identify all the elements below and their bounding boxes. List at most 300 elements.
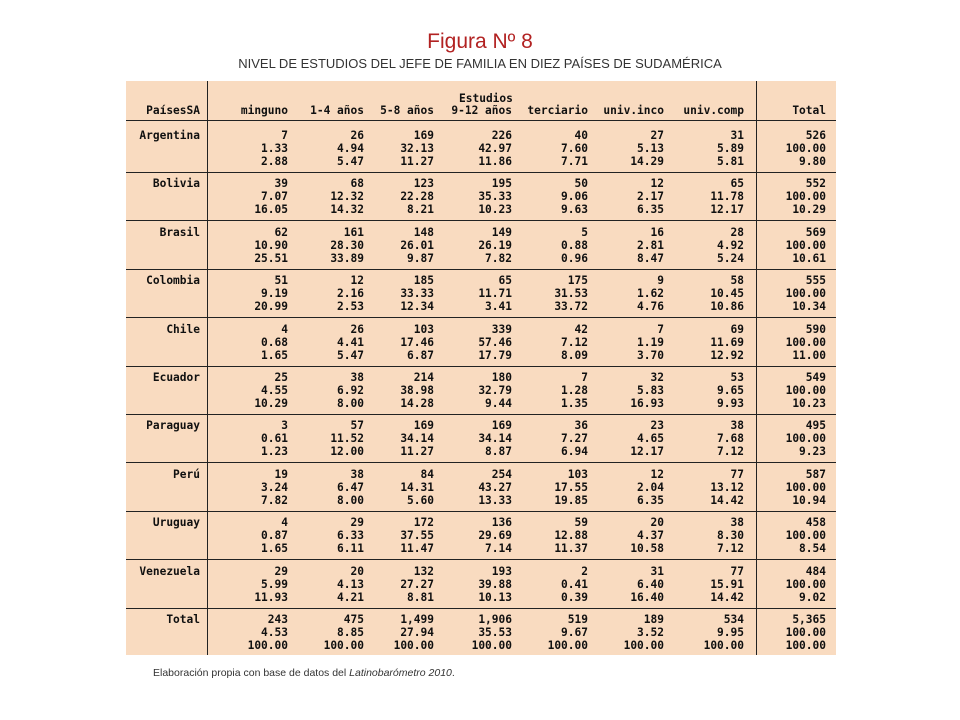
- table-cell: 8.81: [407, 590, 434, 604]
- table-cell: 38: [350, 467, 364, 481]
- table-cell: 26.19: [478, 238, 512, 252]
- table-cell: 1.28: [561, 384, 588, 397]
- table-cell: 100.00: [703, 639, 744, 652]
- table-cell: 11.71: [478, 287, 512, 301]
- table-cell: 9.87: [407, 251, 434, 265]
- table-cell: 5.24: [717, 251, 744, 265]
- table-cell: 23: [650, 419, 664, 433]
- column-header: minguno: [240, 104, 288, 117]
- table-cell: 13.33: [478, 493, 512, 507]
- row-divider: [126, 559, 836, 560]
- row-label: Bolivia: [152, 177, 200, 191]
- table-cell: 180: [491, 371, 512, 384]
- column-header: terciario: [527, 104, 588, 117]
- table-cell: 100.00: [785, 335, 826, 349]
- table-cell: 8.30: [717, 529, 744, 543]
- table-cell: 100.00: [785, 384, 826, 397]
- table-cell: 65: [730, 177, 744, 191]
- table-cell: 50: [574, 177, 588, 191]
- table-cell: 12.88: [554, 529, 588, 543]
- table-cell: 11.27: [400, 155, 434, 168]
- row-divider: [126, 608, 836, 609]
- table-cell: 100.00: [623, 639, 664, 652]
- table-cell: 59: [574, 516, 588, 530]
- row-divider: [126, 414, 836, 415]
- table-cell: 57.46: [478, 335, 512, 349]
- table-cell: 53: [730, 371, 744, 384]
- table-cell: 4.55: [261, 384, 288, 397]
- table-cell: 29.69: [478, 529, 512, 543]
- table-cell: 12.34: [400, 300, 434, 314]
- table-cell: 9.95: [717, 626, 744, 639]
- table-cell: 1.62: [637, 287, 664, 301]
- table-cell: 19: [274, 467, 288, 481]
- table-cell: 2.04: [637, 480, 664, 494]
- table-cell: 7.71: [561, 155, 588, 168]
- table-cell: 9: [657, 274, 664, 288]
- table-cell: 10.90: [254, 238, 288, 252]
- table-cell: 26.01: [400, 238, 434, 252]
- table-cell: 226: [491, 129, 512, 142]
- table-cell: 185: [413, 274, 434, 288]
- table-cell: 10.29: [792, 203, 826, 217]
- table-cell: 20: [650, 516, 664, 530]
- table-cell: 2.53: [337, 300, 364, 314]
- table-cell: 2: [581, 564, 588, 578]
- table-cell: 123: [413, 177, 434, 191]
- table-cell: 3.52: [637, 626, 664, 639]
- table-cell: 100.00: [393, 639, 434, 652]
- table-cell: 29: [350, 516, 364, 530]
- table-cell: 4.41: [337, 335, 364, 349]
- table-cell: 8.00: [337, 397, 364, 410]
- table-cell: 1.33: [261, 142, 288, 155]
- table-cell: 10.29: [254, 397, 288, 410]
- row-label: Brasil: [159, 225, 200, 239]
- table-cell: 20: [350, 564, 364, 578]
- table-cell: 10.86: [710, 300, 744, 314]
- table-cell: 7.82: [261, 493, 288, 507]
- header-divider: [126, 120, 836, 121]
- table-cell: 132: [413, 564, 434, 578]
- table-cell: 7.82: [485, 251, 512, 265]
- table-cell: 6.33: [337, 529, 364, 543]
- table-cell: 100.00: [785, 639, 826, 652]
- table-cell: 100.00: [785, 626, 826, 639]
- table-cell: 38.98: [400, 384, 434, 397]
- table-cell: 4: [281, 322, 288, 336]
- table-cell: 7.68: [717, 432, 744, 446]
- table-cell: 4.13: [337, 577, 364, 591]
- table-cell: 475: [343, 613, 364, 626]
- table-cell: 1,906: [478, 613, 512, 626]
- table-cell: 5.83: [637, 384, 664, 397]
- table-cell: 7.07: [261, 190, 288, 204]
- table-cell: 31.53: [554, 287, 588, 301]
- table-cell: 36: [574, 419, 588, 433]
- table-cell: 0.39: [561, 590, 588, 604]
- table-cell: 69: [730, 322, 744, 336]
- table-cell: 9.80: [799, 155, 826, 168]
- table-cell: 7: [657, 322, 664, 336]
- table-cell: 20.99: [254, 300, 288, 314]
- table-cell: 28.30: [330, 238, 364, 252]
- table-cell: 57: [350, 419, 364, 433]
- table-cell: 7.12: [717, 445, 744, 459]
- table-cell: 19.85: [554, 493, 588, 507]
- table-cell: 26: [350, 322, 364, 336]
- row-header: PaísesSA: [146, 104, 200, 117]
- table-cell: 12.92: [710, 348, 744, 362]
- table-cell: 526: [805, 129, 826, 142]
- table-cell: 5.89: [717, 142, 744, 155]
- table-cell: 495: [805, 419, 826, 433]
- table-cell: 590: [805, 322, 826, 336]
- table-cell: 11.00: [792, 348, 826, 362]
- table-cell: 14.31: [400, 480, 434, 494]
- table-cell: 0.41: [561, 577, 588, 591]
- source-note: [153, 667, 455, 679]
- row-label: Ecuador: [152, 371, 200, 384]
- table-cell: 13.12: [710, 480, 744, 494]
- table-cell: 32: [650, 371, 664, 384]
- stata-table-panel: [126, 81, 836, 655]
- table-cell: 40: [574, 129, 588, 142]
- table-cell: 8.00: [337, 493, 364, 507]
- table-cell: 136: [491, 516, 512, 530]
- row-label: Total: [166, 613, 200, 626]
- table-cell: 27: [650, 129, 664, 142]
- table-cell: 22.28: [400, 190, 434, 204]
- table-cell: 100.00: [785, 577, 826, 591]
- column-header: 5-8 años: [380, 104, 434, 117]
- table-cell: 8.21: [407, 203, 434, 217]
- table-cell: 9.63: [561, 203, 588, 217]
- table-cell: 25.51: [254, 251, 288, 265]
- table-cell: 12.17: [710, 203, 744, 217]
- table-cell: 0.96: [561, 251, 588, 265]
- table-cell: 1.19: [637, 335, 664, 349]
- table-cell: 5,365: [792, 613, 826, 626]
- table-cell: 68: [350, 177, 364, 191]
- table-cell: 100.00: [785, 480, 826, 494]
- table-cell: 484: [805, 564, 826, 578]
- table-cell: 4.92: [717, 238, 744, 252]
- table-cell: 32.13: [400, 142, 434, 155]
- table-cell: 2.81: [637, 238, 664, 252]
- figure-title: Figura Nº 8: [427, 30, 533, 53]
- table-cell: 35.53: [478, 626, 512, 639]
- table-cell: 6.94: [561, 445, 588, 459]
- table-cell: 9.02: [799, 590, 826, 604]
- table-cell: 6.92: [337, 384, 364, 397]
- table-cell: 1.35: [561, 397, 588, 410]
- table-cell: 149: [491, 225, 512, 239]
- table-cell: 7.14: [485, 542, 512, 556]
- table-cell: 100.00: [471, 639, 512, 652]
- table-cell: 169: [413, 129, 434, 142]
- table-cell: 254: [491, 467, 512, 481]
- row-label: Chile: [166, 322, 200, 336]
- table-cell: 15.91: [710, 577, 744, 591]
- table-cell: 6.35: [637, 203, 664, 217]
- table-cell: 5.60: [407, 493, 434, 507]
- table-cell: 16.05: [254, 203, 288, 217]
- table-cell: 4.53: [261, 626, 288, 639]
- table-cell: 38: [730, 516, 744, 530]
- table-cell: 65: [498, 274, 512, 288]
- table-cell: 2.88: [261, 155, 288, 168]
- table-cell: 169: [491, 419, 512, 433]
- table-cell: 35.33: [478, 190, 512, 204]
- table-cell: 42: [574, 322, 588, 336]
- table-cell: 6.11: [337, 542, 364, 556]
- table-cell: 16: [650, 225, 664, 239]
- table-cell: 7.27: [561, 432, 588, 446]
- table-cell: 100.00: [785, 529, 826, 543]
- table-cell: 587: [805, 467, 826, 481]
- table-cell: 6.35: [637, 493, 664, 507]
- table-cell: 169: [413, 419, 434, 433]
- table-cell: 103: [413, 322, 434, 336]
- cross-tabulation-table: [126, 81, 836, 655]
- table-cell: 38: [730, 419, 744, 433]
- table-cell: 4.65: [637, 432, 664, 446]
- column-header: univ.inco: [603, 104, 664, 117]
- table-cell: 25: [274, 371, 288, 384]
- table-cell: 195: [491, 177, 512, 191]
- table-cell: 51: [274, 274, 288, 288]
- row-divider: [126, 462, 836, 463]
- table-cell: 1.65: [261, 348, 288, 362]
- column-header: 1-4 años: [310, 104, 364, 117]
- figure-subtitle: NIVEL DE ESTUDIOS DEL JEFE DE FAMILIA EN DIEZ PAÍSES DE SUDAMÉRICA: [238, 56, 722, 71]
- table-cell: 1.23: [261, 445, 288, 459]
- table-cell: 339: [491, 322, 512, 336]
- table-cell: 10.58: [630, 542, 664, 556]
- table-cell: 193: [491, 564, 512, 578]
- table-cell: 12.17: [630, 445, 664, 459]
- table-cell: 534: [723, 613, 744, 626]
- table-cell: 8.47: [637, 251, 664, 265]
- table-cell: 10.45: [710, 287, 744, 301]
- table-cell: 28: [730, 225, 744, 239]
- table-cell: 10.23: [478, 203, 512, 217]
- table-cell: 7.60: [561, 142, 588, 155]
- table-cell: 3: [281, 419, 288, 433]
- table-cell: 9.93: [717, 397, 744, 410]
- table-cell: 42.97: [478, 142, 512, 155]
- table-cell: 17.46: [400, 335, 434, 349]
- table-cell: 11.69: [710, 335, 744, 349]
- source-note-prefix: Elaboración propia con base de datos del: [153, 667, 350, 679]
- table-cell: 7: [581, 371, 588, 384]
- table-cell: 10.94: [792, 493, 826, 507]
- table-cell: 17.79: [478, 348, 512, 362]
- table-cell: 458: [805, 516, 826, 530]
- table-cell: 100.00: [547, 639, 588, 652]
- table-cell: 7: [281, 129, 288, 142]
- table-cell: 214: [413, 371, 434, 384]
- table-cell: 11.27: [400, 445, 434, 459]
- row-divider: [126, 269, 836, 270]
- table-cell: 32.79: [478, 384, 512, 397]
- table-cell: 11.78: [710, 190, 744, 204]
- table-cell: 14.28: [400, 397, 434, 410]
- row-label: Uruguay: [152, 516, 200, 530]
- table-cell: 5.99: [261, 577, 288, 591]
- column-header: univ.comp: [683, 104, 744, 117]
- table-cell: 5.81: [717, 155, 744, 168]
- column-header: Total: [792, 104, 826, 117]
- table-cell: 10.23: [792, 397, 826, 410]
- table-cell: 16.93: [630, 397, 664, 410]
- table-cell: 33.33: [400, 287, 434, 301]
- table-cell: 9.06: [561, 190, 588, 204]
- row-divider: [126, 366, 836, 367]
- table-cell: 2.17: [637, 190, 664, 204]
- table-cell: 3.70: [637, 348, 664, 362]
- table-cell: 0.61: [261, 432, 288, 446]
- table-cell: 17.55: [554, 480, 588, 494]
- table-cell: 0.68: [261, 335, 288, 349]
- row-divider: [126, 317, 836, 318]
- table-cell: 552: [805, 177, 826, 191]
- table-cell: 8.85: [337, 626, 364, 639]
- table-cell: 103: [567, 467, 588, 481]
- row-divider: [126, 172, 836, 173]
- row-label: Venezuela: [139, 564, 200, 578]
- table-cell: 549: [805, 371, 826, 384]
- group-header: Estudios: [459, 92, 513, 105]
- table-cell: 100.00: [785, 142, 826, 155]
- table-cell: 5: [581, 225, 588, 239]
- table-cell: 12: [650, 467, 664, 481]
- table-cell: 14.42: [710, 590, 744, 604]
- table-cell: 100.00: [785, 432, 826, 446]
- table-cell: 12: [650, 177, 664, 191]
- row-label: Argentina: [139, 129, 200, 142]
- row-label: Paraguay: [146, 419, 200, 433]
- table-cell: 4.94: [337, 142, 364, 155]
- table-cell: 12.32: [330, 190, 364, 204]
- table-cell: 4: [281, 516, 288, 530]
- table-cell: 34.14: [400, 432, 434, 446]
- table-cell: 5.13: [637, 142, 664, 155]
- table-cell: 0.87: [261, 529, 288, 543]
- table-cell: 11.93: [254, 590, 288, 604]
- table-cell: 6.47: [337, 480, 364, 494]
- table-cell: 4.21: [337, 590, 364, 604]
- table-cell: 4.37: [637, 529, 664, 543]
- table-cell: 148: [413, 225, 434, 239]
- table-cell: 6.40: [637, 577, 664, 591]
- row-divider: [126, 511, 836, 512]
- table-cell: 38: [350, 371, 364, 384]
- table-cell: 77: [730, 564, 744, 578]
- table-cell: 14.29: [630, 155, 664, 168]
- table-cell: 100.00: [785, 287, 826, 301]
- table-cell: 100.00: [785, 190, 826, 204]
- table-cell: 555: [805, 274, 826, 288]
- table-cell: 7.12: [717, 542, 744, 556]
- table-cell: 14.42: [710, 493, 744, 507]
- table-cell: 16.40: [630, 590, 664, 604]
- row-label: Colombia: [146, 274, 200, 288]
- table-cell: 37.55: [400, 529, 434, 543]
- table-cell: 77: [730, 467, 744, 481]
- table-cell: 62: [274, 225, 288, 239]
- table-cell: 33.72: [554, 300, 588, 314]
- table-cell: 14.32: [330, 203, 364, 217]
- table-cell: 33.89: [330, 251, 364, 265]
- table-cell: 519: [567, 613, 588, 626]
- table-cell: 11.86: [478, 155, 512, 168]
- source-note-suffix: .: [451, 667, 455, 679]
- table-cell: 58: [730, 274, 744, 288]
- row-divider: [126, 220, 836, 221]
- table-cell: 7.12: [561, 335, 588, 349]
- table-cell: 9.44: [485, 397, 512, 410]
- table-cell: 0.88: [561, 238, 588, 252]
- table-cell: 161: [343, 225, 364, 239]
- table-cell: 9.23: [799, 445, 826, 459]
- table-cell: 5.47: [337, 348, 364, 362]
- table-cell: 1,499: [400, 613, 434, 626]
- table-cell: 39: [274, 177, 288, 191]
- row-label: Perú: [173, 467, 200, 481]
- table-cell: 27.94: [400, 626, 434, 639]
- table-cell: 43.27: [478, 480, 512, 494]
- table-cell: 12.00: [330, 445, 364, 459]
- table-cell: 4.76: [637, 300, 664, 314]
- table-cell: 84: [420, 467, 434, 481]
- table-cell: 12: [350, 274, 364, 288]
- table-cell: 11.37: [554, 542, 588, 556]
- table-cell: 1.65: [261, 542, 288, 556]
- table-cell: 10.61: [792, 251, 826, 265]
- table-cell: 100.00: [247, 639, 288, 652]
- table-cell: 8.54: [799, 542, 826, 556]
- table-cell: 2.16: [337, 287, 364, 301]
- table-cell: 11.47: [400, 542, 434, 556]
- table-cell: 26: [350, 129, 364, 142]
- table-cell: 8.87: [485, 445, 512, 459]
- table-cell: 3.41: [485, 300, 512, 314]
- table-cell: 172: [413, 516, 434, 530]
- source-note-source: Latinobarómetro 2010: [349, 667, 452, 679]
- table-cell: 9.67: [561, 626, 588, 639]
- table-cell: 8.09: [561, 348, 588, 362]
- table-cell: 175: [567, 274, 588, 288]
- table-cell: 189: [643, 613, 664, 626]
- table-cell: 3.24: [261, 480, 288, 494]
- table-cell: 243: [267, 613, 288, 626]
- table-cell: 31: [650, 564, 664, 578]
- table-cell: 11.52: [330, 432, 364, 446]
- table-cell: 5.47: [337, 155, 364, 168]
- table-cell: 9.65: [717, 384, 744, 397]
- table-cell: 100.00: [323, 639, 364, 652]
- table-cell: 10.34: [792, 300, 826, 314]
- table-cell: 27.27: [400, 577, 434, 591]
- table-cell: 31: [730, 129, 744, 142]
- table-cell: 10.13: [478, 590, 512, 604]
- table-cell: 39.88: [478, 577, 512, 591]
- table-cell: 569: [805, 225, 826, 239]
- column-header: 9-12 años: [451, 104, 512, 117]
- table-cell: 29: [274, 564, 288, 578]
